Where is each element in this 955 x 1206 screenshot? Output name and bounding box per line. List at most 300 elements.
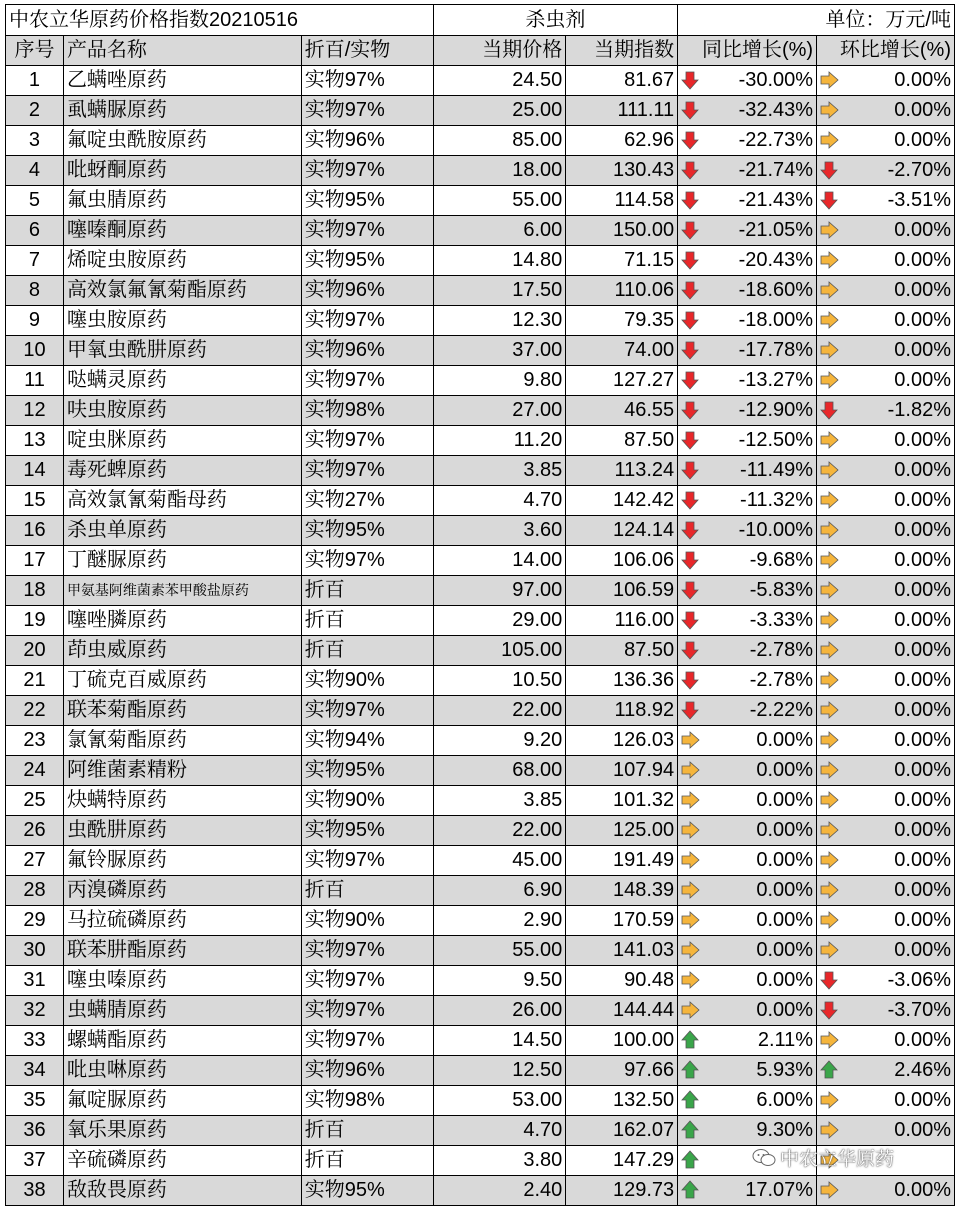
cell-name: 啶虫脒原药 <box>63 426 301 456</box>
yoy-value: 0.00% <box>756 969 814 991</box>
cell-yoy <box>678 246 817 276</box>
cell-spec: 实物98% <box>301 1086 433 1116</box>
cell-price: 6.00 <box>433 216 566 246</box>
header-no: 序号 <box>6 36 64 66</box>
yoy-value: 0.00% <box>756 849 814 871</box>
arrow-flat-icon <box>819 700 839 720</box>
cell-name: 噻唑膦原药 <box>63 606 301 636</box>
arrow-flat-icon <box>819 670 839 690</box>
cell-index: 150.00 <box>566 216 678 246</box>
cell-index: 81.67 <box>566 66 678 96</box>
table-row <box>6 576 955 606</box>
cell-spec: 实物97% <box>301 1026 433 1056</box>
yoy-value: -2.22% <box>749 699 814 721</box>
table-row <box>6 216 955 246</box>
arrow-flat-icon <box>680 760 700 780</box>
table-row <box>6 726 955 756</box>
cell-index: 142.42 <box>566 486 678 516</box>
arrow-flat-icon <box>680 730 700 750</box>
cell-no: 5 <box>6 186 64 216</box>
cell-mom <box>817 396 955 426</box>
arrow-flat-icon <box>819 1180 839 1200</box>
cell-mom <box>817 636 955 666</box>
cell-no: 25 <box>6 786 64 816</box>
mom-value: 0.00% <box>894 939 951 961</box>
cell-name: 虱螨脲原药 <box>63 96 301 126</box>
arrow-flat-icon <box>680 970 700 990</box>
table-row <box>6 816 955 846</box>
mom-value: 0.00% <box>894 129 951 151</box>
cell-yoy <box>678 726 817 756</box>
cell-index: 100.00 <box>566 1026 678 1056</box>
cell-mom <box>817 576 955 606</box>
cell-index: 127.27 <box>566 366 678 396</box>
arrow-flat-icon <box>680 790 700 810</box>
cell-yoy <box>678 66 817 96</box>
cell-name: 马拉硫磷原药 <box>63 906 301 936</box>
cell-index: 144.44 <box>566 996 678 1026</box>
cell-name: 联苯菊酯原药 <box>63 696 301 726</box>
cell-yoy <box>678 1026 817 1056</box>
arrow-up-icon <box>680 1090 700 1110</box>
cell-no: 15 <box>6 486 64 516</box>
mom-value: 0.00% <box>894 369 951 391</box>
cell-yoy <box>678 786 817 816</box>
cell-mom <box>817 606 955 636</box>
cell-spec: 实物97% <box>301 306 433 336</box>
cell-mom <box>817 516 955 546</box>
table-row <box>6 876 955 906</box>
arrow-flat-icon <box>819 70 839 90</box>
cell-no: 8 <box>6 276 64 306</box>
cell-spec: 折百 <box>301 876 433 906</box>
cell-mom <box>817 486 955 516</box>
arrow-flat-icon <box>819 730 839 750</box>
yoy-value: -9.68% <box>749 549 814 571</box>
yoy-value: -21.43% <box>738 189 814 211</box>
table-row <box>6 1116 955 1146</box>
cell-spec: 实物95% <box>301 516 433 546</box>
arrow-down-icon <box>680 670 700 690</box>
cell-name: 炔螨特原药 <box>63 786 301 816</box>
mom-value: 0.00% <box>894 609 951 631</box>
cell-mom <box>817 1176 955 1206</box>
cell-index: 116.00 <box>566 606 678 636</box>
cell-index: 97.66 <box>566 1056 678 1086</box>
cell-index: 136.36 <box>566 666 678 696</box>
arrow-down-icon <box>680 310 700 330</box>
yoy-value: -2.78% <box>749 669 814 691</box>
cell-index: 118.92 <box>566 696 678 726</box>
cell-price: 37.00 <box>433 336 566 366</box>
cell-mom <box>817 846 955 876</box>
cell-yoy <box>678 456 817 486</box>
price-index-table <box>5 4 955 1206</box>
arrow-flat-icon <box>680 880 700 900</box>
cell-index: 170.59 <box>566 906 678 936</box>
cell-name: 氧乐果原药 <box>63 1116 301 1146</box>
cell-yoy <box>678 276 817 306</box>
table-row <box>6 126 955 156</box>
arrow-down-icon <box>680 520 700 540</box>
table-row <box>6 936 955 966</box>
cell-mom <box>817 756 955 786</box>
cell-no: 9 <box>6 306 64 336</box>
cell-price: 3.85 <box>433 456 566 486</box>
mom-value: 0.00% <box>894 339 951 361</box>
cell-no: 35 <box>6 1086 64 1116</box>
cell-name: 丁醚脲原药 <box>63 546 301 576</box>
arrow-flat-icon <box>680 850 700 870</box>
arrow-flat-icon <box>819 430 839 450</box>
category-title: 杀虫剂 <box>433 5 678 36</box>
cell-yoy <box>678 126 817 156</box>
yoy-value: 0.00% <box>756 759 814 781</box>
cell-price: 2.90 <box>433 906 566 936</box>
table-row <box>6 1056 955 1086</box>
cell-no: 21 <box>6 666 64 696</box>
arrow-flat-icon <box>819 790 839 810</box>
cell-yoy <box>678 636 817 666</box>
cell-name: 氟啶脲原药 <box>63 1086 301 1116</box>
cell-name: 氟啶虫酰胺原药 <box>63 126 301 156</box>
arrow-down-icon <box>819 400 839 420</box>
table-row <box>6 756 955 786</box>
cell-yoy <box>678 1176 817 1206</box>
cell-name: 高效氯氟氰菊酯原药 <box>63 276 301 306</box>
cell-yoy <box>678 1086 817 1116</box>
arrow-flat-icon <box>819 640 839 660</box>
arrow-down-icon <box>819 160 839 180</box>
cell-name: 哒螨灵原药 <box>63 366 301 396</box>
arrow-flat-icon <box>819 220 839 240</box>
cell-spec: 实物96% <box>301 1056 433 1086</box>
mom-value: 2.46% <box>894 1059 951 1081</box>
table-row <box>6 906 955 936</box>
arrow-flat-icon <box>819 1090 839 1110</box>
arrow-down-icon <box>680 580 700 600</box>
arrow-flat-icon <box>819 280 839 300</box>
mom-value: -3.70% <box>887 999 951 1021</box>
cell-name: 联苯肼酯原药 <box>63 936 301 966</box>
table-row <box>6 546 955 576</box>
cell-yoy <box>678 606 817 636</box>
cell-index: 141.03 <box>566 936 678 966</box>
arrow-flat-icon <box>819 460 839 480</box>
cell-mom <box>817 666 955 696</box>
cell-price: 24.50 <box>433 66 566 96</box>
cell-no: 7 <box>6 246 64 276</box>
cell-price: 14.80 <box>433 246 566 276</box>
cell-index: 74.00 <box>566 336 678 366</box>
cell-mom <box>817 306 955 336</box>
cell-spec: 实物95% <box>301 186 433 216</box>
cell-no: 20 <box>6 636 64 666</box>
cell-spec: 实物90% <box>301 786 433 816</box>
cell-no: 37 <box>6 1146 64 1176</box>
cell-spec: 实物27% <box>301 486 433 516</box>
mom-value: 0.00% <box>894 579 951 601</box>
arrow-down-icon <box>680 70 700 90</box>
arrow-flat-icon <box>819 520 839 540</box>
mom-value: 0.00% <box>894 489 951 511</box>
cell-name: 氯氰菊酯原药 <box>63 726 301 756</box>
cell-price: 3.85 <box>433 786 566 816</box>
cell-mom <box>817 186 955 216</box>
cell-index: 79.35 <box>566 306 678 336</box>
unit-label: 单位：万元/吨 <box>678 5 955 36</box>
cell-index: 162.07 <box>566 1116 678 1146</box>
cell-mom <box>817 1056 955 1086</box>
yoy-value: 0.00% <box>756 939 814 961</box>
cell-yoy <box>678 336 817 366</box>
cell-no: 3 <box>6 126 64 156</box>
yoy-value: 0.00% <box>756 729 814 751</box>
cell-no: 30 <box>6 936 64 966</box>
cell-spec: 实物97% <box>301 546 433 576</box>
cell-no: 17 <box>6 546 64 576</box>
cell-name: 氟虫腈原药 <box>63 186 301 216</box>
cell-mom <box>817 66 955 96</box>
table-row <box>6 636 955 666</box>
yoy-value: 0.00% <box>756 999 814 1021</box>
cell-no: 29 <box>6 906 64 936</box>
yoy-value: -2.78% <box>749 639 814 661</box>
arrow-down-icon <box>680 430 700 450</box>
arrow-down-icon <box>819 1000 839 1020</box>
cell-no: 12 <box>6 396 64 426</box>
mom-value: 0.00% <box>894 249 951 271</box>
cell-name: 烯啶虫胺原药 <box>63 246 301 276</box>
cell-name: 噻虫嗪原药 <box>63 966 301 996</box>
mom-value: 0.00% <box>894 729 951 751</box>
cell-price: 68.00 <box>433 756 566 786</box>
watermark-text: 中农立华原药 <box>780 1149 895 1170</box>
cell-name: 杀虫单原药 <box>63 516 301 546</box>
cell-no: 16 <box>6 516 64 546</box>
cell-name: 辛硫磷原药 <box>63 1146 301 1176</box>
arrow-flat-icon <box>819 880 839 900</box>
header-spec: 折百/实物 <box>301 36 433 66</box>
arrow-flat-icon <box>819 940 839 960</box>
cell-spec: 实物97% <box>301 936 433 966</box>
mom-value: 0.00% <box>894 309 951 331</box>
cell-yoy <box>678 366 817 396</box>
title-row <box>6 5 955 36</box>
cell-no: 4 <box>6 156 64 186</box>
cell-price: 53.00 <box>433 1086 566 1116</box>
cell-mom <box>817 246 955 276</box>
arrow-flat-icon <box>680 1000 700 1020</box>
table-row <box>6 156 955 186</box>
cell-yoy <box>678 396 817 426</box>
cell-price: 14.50 <box>433 1026 566 1056</box>
mom-value: 0.00% <box>894 699 951 721</box>
mom-value: 0.00% <box>894 1179 951 1201</box>
cell-mom <box>817 1026 955 1056</box>
mom-value: 0.00% <box>894 1029 951 1051</box>
yoy-value: -3.33% <box>749 609 814 631</box>
table-row <box>6 66 955 96</box>
mom-value: -3.51% <box>887 189 951 211</box>
cell-yoy <box>678 216 817 246</box>
cell-name: 吡蚜酮原药 <box>63 156 301 186</box>
cell-price: 27.00 <box>433 396 566 426</box>
cell-mom <box>817 996 955 1026</box>
cell-spec: 折百 <box>301 636 433 666</box>
cell-name: 高效氯氰菊酯母药 <box>63 486 301 516</box>
cell-name: 毒死蜱原药 <box>63 456 301 486</box>
cell-index: 46.55 <box>566 396 678 426</box>
cell-mom <box>817 336 955 366</box>
arrow-flat-icon <box>819 820 839 840</box>
header-product-name: 产品名称 <box>63 36 301 66</box>
cell-spec: 实物96% <box>301 336 433 366</box>
yoy-value: 0.00% <box>756 879 814 901</box>
cell-mom <box>817 426 955 456</box>
yoy-value: 0.00% <box>756 819 814 841</box>
mom-value: 0.00% <box>894 279 951 301</box>
cell-name: 噻虫胺原药 <box>63 306 301 336</box>
yoy-value: -17.78% <box>738 339 814 361</box>
cell-spec: 折百 <box>301 1146 433 1176</box>
cell-index: 124.14 <box>566 516 678 546</box>
cell-name: 螺螨酯原药 <box>63 1026 301 1056</box>
table-row <box>6 426 955 456</box>
mom-value: 0.00% <box>894 879 951 901</box>
mom-value: 0.00% <box>894 669 951 691</box>
arrow-down-icon <box>680 640 700 660</box>
cell-yoy <box>678 936 817 966</box>
arrow-flat-icon <box>819 760 839 780</box>
table-row <box>6 1146 955 1176</box>
yoy-value: -5.83% <box>749 579 814 601</box>
mom-value: -3.06% <box>887 969 951 991</box>
cell-spec: 实物96% <box>301 126 433 156</box>
cell-no: 27 <box>6 846 64 876</box>
cell-price: 4.70 <box>433 486 566 516</box>
yoy-value: 9.30% <box>756 1119 814 1141</box>
cell-yoy <box>678 156 817 186</box>
cell-index: 126.03 <box>566 726 678 756</box>
arrow-flat-icon <box>819 1150 839 1170</box>
arrow-flat-icon <box>819 910 839 930</box>
sheet-title: 中农立华原药价格指数20210516 <box>6 5 434 36</box>
cell-index: 125.00 <box>566 816 678 846</box>
yoy-value: -22.73% <box>738 129 814 151</box>
table-row <box>6 486 955 516</box>
cell-price: 3.60 <box>433 516 566 546</box>
arrow-flat-icon <box>680 940 700 960</box>
cell-no: 33 <box>6 1026 64 1056</box>
cell-spec: 实物90% <box>301 666 433 696</box>
cell-index: 110.06 <box>566 276 678 306</box>
cell-name: 噻嗪酮原药 <box>63 216 301 246</box>
cell-no: 1 <box>6 66 64 96</box>
cell-spec: 折百 <box>301 576 433 606</box>
cell-mom <box>817 216 955 246</box>
header-index: 当期指数 <box>566 36 678 66</box>
arrow-flat-icon <box>680 820 700 840</box>
cell-yoy <box>678 996 817 1026</box>
cell-index: 87.50 <box>566 426 678 456</box>
cell-mom <box>817 1116 955 1146</box>
cell-price: 29.00 <box>433 606 566 636</box>
mom-value: 0.00% <box>894 759 951 781</box>
cell-index: 111.11 <box>566 96 678 126</box>
cell-yoy <box>678 756 817 786</box>
cell-spec: 折百 <box>301 606 433 636</box>
arrow-down-icon <box>680 400 700 420</box>
cell-spec: 实物95% <box>301 756 433 786</box>
cell-spec: 实物97% <box>301 156 433 186</box>
cell-price: 26.00 <box>433 996 566 1026</box>
cell-index: 101.32 <box>566 786 678 816</box>
cell-no: 36 <box>6 1116 64 1146</box>
arrow-down-icon <box>680 490 700 510</box>
cell-spec: 折百 <box>301 1116 433 1146</box>
mom-value: 0.00% <box>894 99 951 121</box>
header-yoy: 同比增长(%) <box>678 36 817 66</box>
arrow-flat-icon <box>819 490 839 510</box>
cell-mom <box>817 546 955 576</box>
cell-name: 阿维菌素精粉 <box>63 756 301 786</box>
mom-value: 0.00% <box>894 849 951 871</box>
mom-value: 0.00% <box>894 549 951 571</box>
cell-mom <box>817 936 955 966</box>
arrow-down-icon <box>819 190 839 210</box>
arrow-flat-icon <box>819 1120 839 1140</box>
cell-index: 106.06 <box>566 546 678 576</box>
cell-price: 14.00 <box>433 546 566 576</box>
cell-index: 62.96 <box>566 126 678 156</box>
cell-price: 18.00 <box>433 156 566 186</box>
cell-yoy <box>678 906 817 936</box>
cell-mom <box>817 366 955 396</box>
table-row <box>6 1026 955 1056</box>
arrow-flat-icon <box>819 580 839 600</box>
mom-value: 0.00% <box>894 819 951 841</box>
arrow-up-icon <box>680 1180 700 1200</box>
cell-mom <box>817 726 955 756</box>
cell-price: 22.00 <box>433 816 566 846</box>
cell-spec: 实物97% <box>301 966 433 996</box>
cell-yoy <box>678 516 817 546</box>
yoy-value: 6.00% <box>756 1089 814 1111</box>
arrow-flat-icon <box>819 370 839 390</box>
cell-spec: 实物97% <box>301 366 433 396</box>
cell-no: 23 <box>6 726 64 756</box>
cell-yoy <box>678 876 817 906</box>
mom-value: 0.00% <box>894 219 951 241</box>
cell-index: 191.49 <box>566 846 678 876</box>
cell-name: 甲氨基阿维菌素苯甲酸盐原药 <box>63 576 301 606</box>
table-row <box>6 306 955 336</box>
cell-spec: 实物94% <box>301 726 433 756</box>
arrow-up-icon <box>680 1150 700 1170</box>
cell-no: 10 <box>6 336 64 366</box>
yoy-value: -32.43% <box>738 99 814 121</box>
cell-name: 丁硫克百威原药 <box>63 666 301 696</box>
cell-mom <box>817 1146 955 1176</box>
cell-no: 2 <box>6 96 64 126</box>
table-row <box>6 786 955 816</box>
cell-no: 22 <box>6 696 64 726</box>
mom-value: 0.00% <box>894 429 951 451</box>
cell-price: 105.00 <box>433 636 566 666</box>
cell-mom <box>817 816 955 846</box>
mom-value: -1.82% <box>887 399 951 421</box>
